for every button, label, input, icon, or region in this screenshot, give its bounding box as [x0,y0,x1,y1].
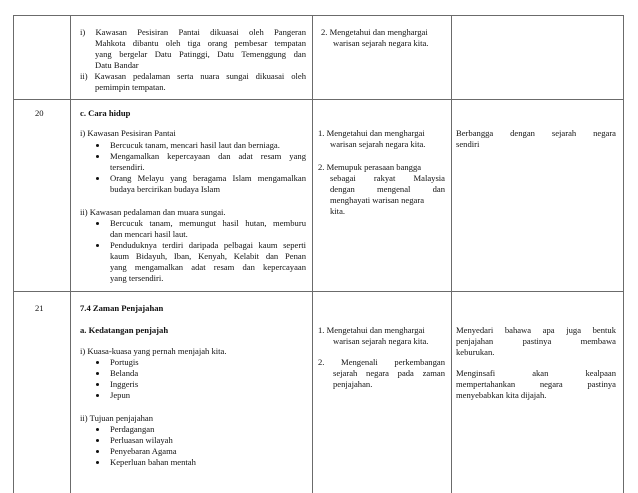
bullet-text: Bercucuk tanam, mencari hasil laut dan berniaga. [110,140,280,150]
section-heading: c. Cara hidup [80,108,131,118]
bullet-text: dan mencari hasil laut. [110,229,188,239]
value-line: keburukan. [456,347,495,357]
row-number: 20 [35,108,44,118]
bullet-icon [96,144,99,147]
table-border-left [13,15,14,493]
bullet-text: Perdagangan [110,424,155,434]
bullet-text: Jepun [110,390,131,400]
bullet-icon [96,155,99,158]
section-heading: a. Kedatangan penjajah [80,325,169,335]
bullet-text: Penduduknya terdiri daripada pelbagai kaum seperti [110,240,306,250]
content-line: pemimpin tempatan. [95,82,166,92]
subsection-title: ii) Tujuan penjajahan [80,413,154,423]
row-number: 21 [35,303,44,313]
bullet-icon [96,177,99,180]
objective-line: sebagai rakyat Malaysia [330,173,445,183]
table-border-top [13,15,624,16]
bullet-text: kaum Bidayuh, Iban, Kenyah, Kelabit dan Penan [110,251,306,261]
objective-line: dengan mengenal dan [330,184,445,194]
value-line: Menyedari bahawa apa juga bentuk [456,325,616,335]
value-line: Menginsafi akan kealpaan [456,368,616,378]
bullet-icon [96,461,99,464]
table-divider-2 [312,15,313,493]
bullet-text: tersendiri. [110,162,145,172]
bullet-icon [96,372,99,375]
content-line: ii) Kawasan pedalaman serta nuara sungai dikuasai oleh [80,71,306,81]
table-divider-1 [70,15,71,493]
bullet-text: Belanda [110,368,139,378]
bullet-icon [96,428,99,431]
objective-line: warisan sejarah negara kita. [333,336,429,346]
objective-line: warisan sejarah negara kita. [333,38,429,48]
value-line: penjajahan pastinya membawa [456,336,616,346]
subsection-title: ii) Kawasan pedalaman dan muara sungai. [80,207,226,217]
value-line: mempertahankan negara pastinya [456,379,616,389]
content-line: Mahkota dibantu oleh tiga orang pembesar tempatan [95,38,306,48]
bullet-text: Keperluan bahan mentah [110,457,196,467]
row-divider-1 [13,99,624,100]
bullet-icon [96,244,99,247]
bullet-text: Inggeris [110,379,139,389]
objective-line: sejarah negara pada zaman [333,368,445,378]
value-line: sendiri [456,139,480,149]
bullet-text: yang tersendiri. [110,273,164,283]
bullet-text: Orang Melayu yang beragama Islam mengamalkan [110,173,306,183]
content-line: i) Kawasan Pesisiran Pantai dikuasai oleh Pangeran [80,27,306,37]
bullet-text: Mengamalkan kepercayaan dan adat resam yang [110,151,306,161]
objective-line: warisan sejarah negara kita. [330,139,426,149]
bullet-icon [96,450,99,453]
bullet-text: Portugis [110,357,139,367]
section-title: 7.4 Zaman Penjajahan [80,303,164,313]
objective-line: 2. Memupuk perasaan bangga [318,162,422,172]
bullet-icon [96,439,99,442]
objective-line: 2. Mengenali perkembangan [318,357,445,367]
objective-line: kita. [330,206,346,216]
bullet-text: Penyebaran Agama [110,446,177,456]
objective-line: menghayati warisan negara [330,195,425,205]
bullet-text: yang mengamalkan adat resam dan kepercayaan [110,262,306,272]
value-line: Berbangga dengan sejarah negara [456,128,616,138]
content-line: yang bergelar Datu Patinggi, Datu Temenggung dan [95,49,306,59]
bullet-icon [96,394,99,397]
objective-line: 1. Mengetahui dan menghargai [318,325,425,335]
bullet-icon [96,222,99,225]
bullet-icon [96,361,99,364]
bullet-text: Bercucuk tanam, memungut hasil hutan, memburu [110,218,306,228]
objective-line: penjajahan. [333,379,373,389]
table-divider-3 [451,15,452,493]
value-line: menyebabkan kita dijajah. [456,390,547,400]
table-border-right [623,15,624,493]
objective-line: 2. Mengetahui dan menghargai [321,27,428,37]
bullet-text: budaya bercirikan budaya Islam [110,184,221,194]
subsection-title: i) Kawasan Pesisiran Pantai [80,128,176,138]
subsection-title: i) Kuasa-kuasa yang pernah menjajah kita. [80,346,227,356]
content-line: Datu Bandar [95,60,139,70]
objective-line: 1. Mengetahui dan menghargai [318,128,425,138]
bullet-text: Perluasan wilayah [110,435,173,445]
row-divider-2 [13,291,624,292]
bullet-icon [96,383,99,386]
